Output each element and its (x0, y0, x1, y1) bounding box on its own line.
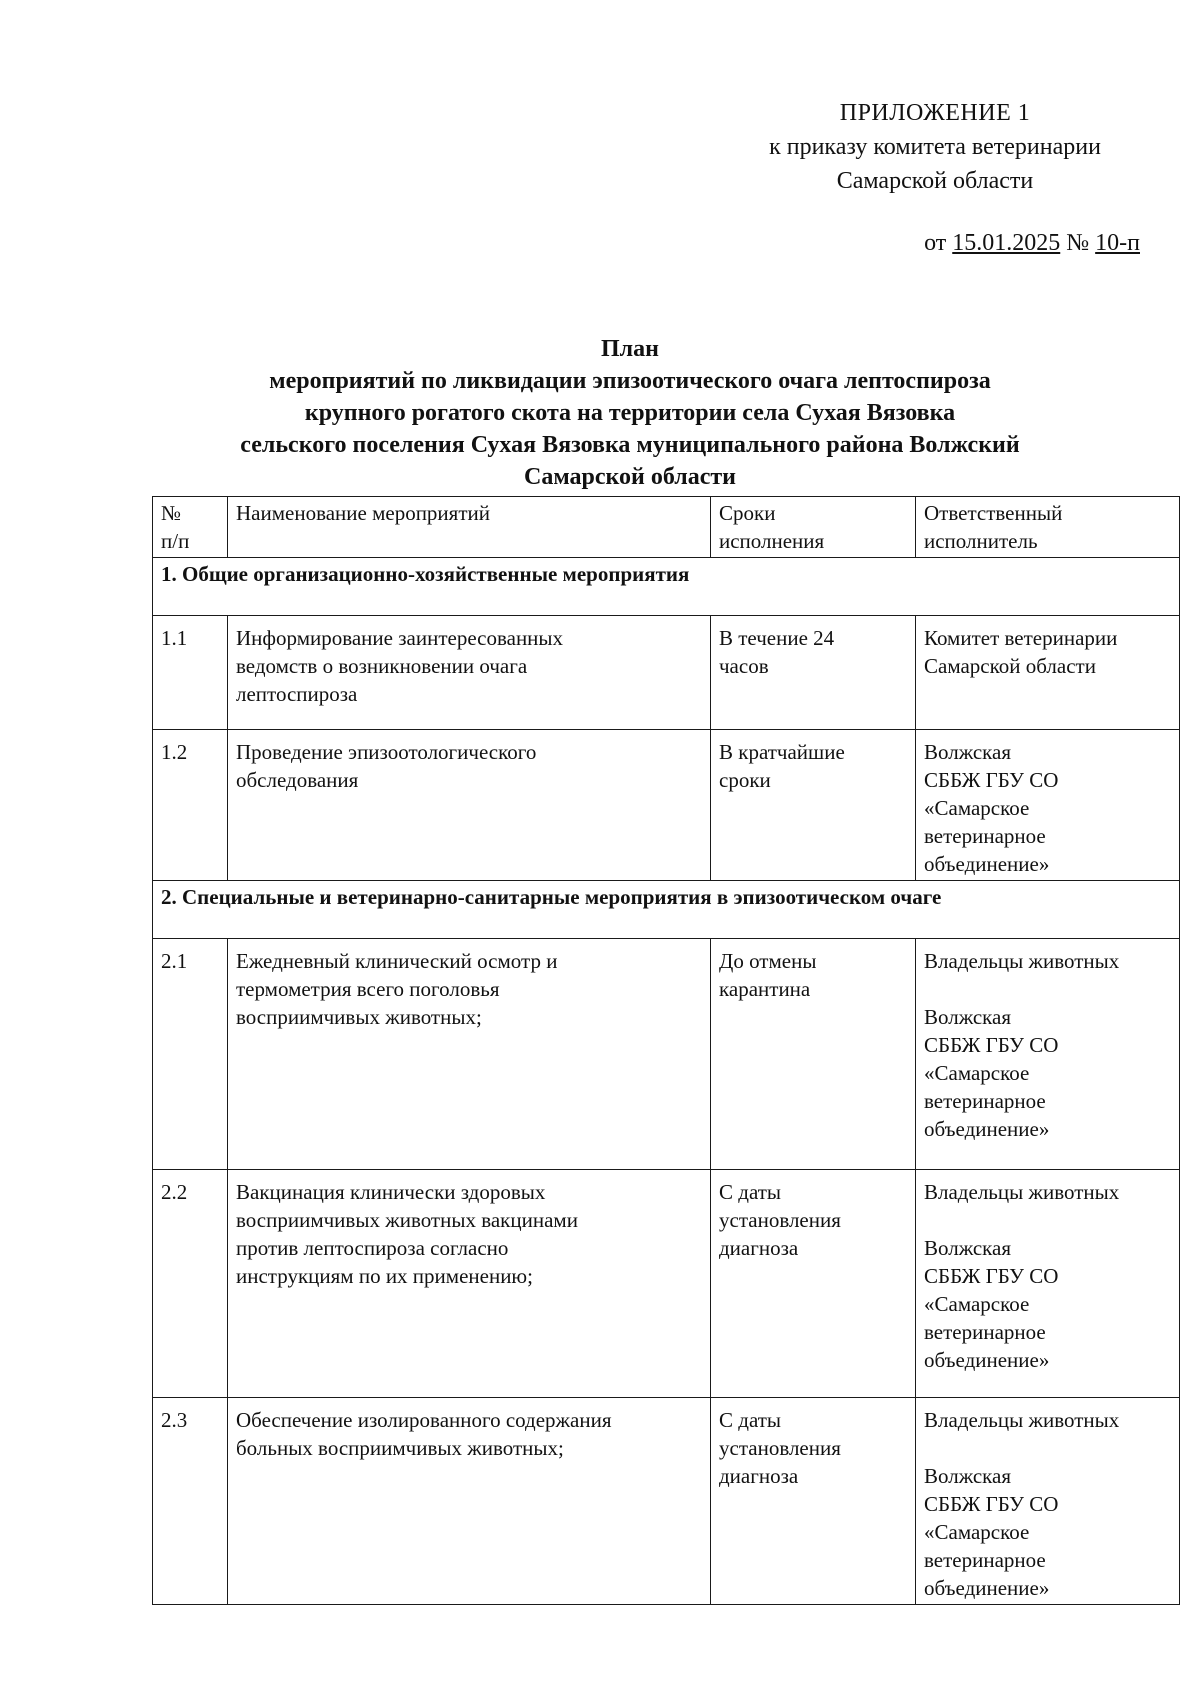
row-term-line: часов (719, 654, 769, 678)
header-responsible (916, 497, 1180, 558)
row-name-line: восприимчивых животных; (236, 1005, 482, 1029)
row-responsible-line: Волжская (924, 1464, 1012, 1488)
row-name-line: обследования (236, 768, 359, 792)
row-term (711, 939, 916, 1170)
title-line-2: мероприятий по ликвидации эпизоотического очага лептоспироза (269, 368, 991, 394)
title-line-1: План (601, 336, 659, 362)
row-term (711, 616, 916, 730)
row-responsible (916, 939, 1180, 1170)
spacer (924, 975, 1171, 1003)
row-term-line: диагноза (719, 1236, 799, 1260)
order-reference (800, 230, 1140, 257)
appendix-line-order: к приказу комитета ветеринарии (769, 134, 1101, 160)
row-name (228, 1170, 711, 1398)
header-number-line: п/п (161, 529, 190, 553)
header-term (711, 497, 916, 558)
row-name-line: Ежедневный клинический осмотр и (236, 949, 558, 973)
row-term-line: диагноза (719, 1464, 799, 1488)
row-term-line: С даты (719, 1408, 782, 1432)
row-responsible-line: «Самарское (924, 1520, 1030, 1544)
header-number (153, 497, 228, 558)
row-responsible (916, 730, 1180, 881)
row-responsible-line: СББЖ ГБУ СО (924, 1492, 1059, 1516)
row-responsible (916, 1398, 1180, 1605)
row-responsible-line: объединение» (924, 1348, 1050, 1372)
row-responsible-line: СББЖ ГБУ СО (924, 1033, 1059, 1057)
section-row (153, 881, 1180, 939)
row-number: 2.1 (153, 939, 228, 1170)
row-name-line: восприимчивых животных вакцинами (236, 1208, 578, 1232)
row-responsible-line: СББЖ ГБУ СО (924, 768, 1059, 792)
row-responsible-line: Волжская (924, 1005, 1012, 1029)
section-title: 2. Специальные и ветеринарно-санитарные мероприятия в эпизоотическом очаге (153, 881, 1180, 939)
row-responsible-line: «Самарское (924, 1061, 1030, 1085)
row-responsible-owner: Владельцы животных (924, 949, 1120, 973)
row-number: 2.2 (153, 1170, 228, 1398)
table-row (153, 616, 1180, 730)
row-number: 2.3 (153, 1398, 228, 1605)
row-term-line: В кратчайшие (719, 740, 845, 764)
row-responsible-owner: Владельцы животных (924, 1180, 1120, 1204)
row-term-line: С даты (719, 1180, 782, 1204)
plan-table (152, 496, 1180, 1605)
row-name-line: Информирование заинтересованных (236, 626, 564, 650)
order-prefix: от (924, 230, 947, 256)
spacer (924, 1434, 1171, 1462)
title-line-4: сельского поселения Сухая Вязовка муниципального района Волжский (240, 432, 1020, 458)
row-responsible-line: СББЖ ГБУ СО (924, 1264, 1059, 1288)
row-term-line: В течение 24 (719, 626, 835, 650)
row-responsible-line: Волжская (924, 1236, 1012, 1260)
row-responsible-line: ветеринарное (924, 1548, 1046, 1572)
order-number-sign: № (1066, 230, 1090, 256)
row-responsible-line: «Самарское (924, 1292, 1030, 1316)
title-line-3: крупного рогатого скота на территории села Сухая Вязовка (304, 400, 956, 426)
document-title (150, 333, 1110, 493)
row-name-line: инструкциям по их применению; (236, 1264, 533, 1288)
title-line-5: Самарской области (524, 464, 736, 490)
table-row (153, 1170, 1180, 1398)
row-name (228, 730, 711, 881)
row-responsible-line: Самарской области (924, 654, 1096, 678)
row-term (711, 730, 916, 881)
row-term-line: карантина (719, 977, 811, 1001)
order-date: 15.01.2025 (952, 230, 1061, 256)
row-term-line: установления (719, 1436, 841, 1460)
row-name (228, 939, 711, 1170)
row-responsible-line: ветеринарное (924, 1089, 1046, 1113)
row-term-line: установления (719, 1208, 841, 1232)
row-name-line: ведомств о возникновении очага (236, 654, 528, 678)
appendix-title: ПРИЛОЖЕНИЕ 1 (839, 100, 1031, 126)
table-header-row (153, 497, 1180, 558)
row-name-line: Вакцинация клинически здоровых (236, 1180, 546, 1204)
row-responsible-owner: Владельцы животных (924, 1408, 1120, 1432)
row-responsible-line: объединение» (924, 852, 1050, 876)
appendix-header (720, 96, 1150, 198)
row-responsible (916, 616, 1180, 730)
appendix-line-region: Самарской области (836, 168, 1034, 194)
section-title: 1. Общие организационно-хозяйственные мероприятия (153, 558, 1180, 616)
row-responsible (916, 1170, 1180, 1398)
row-name-line: Обеспечение изолированного содержания (236, 1408, 612, 1432)
row-name (228, 616, 711, 730)
row-term-line: До отмены (719, 949, 817, 973)
row-name-line: термометрия всего поголовья (236, 977, 500, 1001)
table-row (153, 1398, 1180, 1605)
row-responsible-line: ветеринарное (924, 1320, 1046, 1344)
section-row (153, 558, 1180, 616)
header-responsible-line: исполнитель (924, 529, 1038, 553)
row-name-line: больных восприимчивых животных; (236, 1436, 564, 1460)
row-responsible-line: «Самарское (924, 796, 1030, 820)
row-term (711, 1170, 916, 1398)
header-term-line: Сроки (719, 501, 776, 525)
row-name-line: против лептоспироза согласно (236, 1236, 509, 1260)
row-number: 1.1 (153, 616, 228, 730)
table-row (153, 939, 1180, 1170)
header-responsible-line: Ответственный (924, 501, 1063, 525)
row-term (711, 1398, 916, 1605)
header-name: Наименование мероприятий (228, 497, 711, 558)
row-name-line: Проведение эпизоотологического (236, 740, 537, 764)
header-number-line: № (161, 501, 182, 525)
row-responsible-line: ветеринарное (924, 824, 1046, 848)
order-number: 10-п (1095, 230, 1140, 256)
row-responsible-line: Волжская (924, 740, 1012, 764)
table-row (153, 730, 1180, 881)
row-responsible-line: Комитет ветеринарии (924, 626, 1118, 650)
row-name-line: лептоспироза (236, 682, 358, 706)
spacer (924, 1206, 1171, 1234)
row-term-line: сроки (719, 768, 771, 792)
row-responsible-line: объединение» (924, 1576, 1050, 1600)
row-name (228, 1398, 711, 1605)
row-number: 1.2 (153, 730, 228, 881)
header-term-line: исполнения (719, 529, 825, 553)
row-responsible-line: объединение» (924, 1117, 1050, 1141)
